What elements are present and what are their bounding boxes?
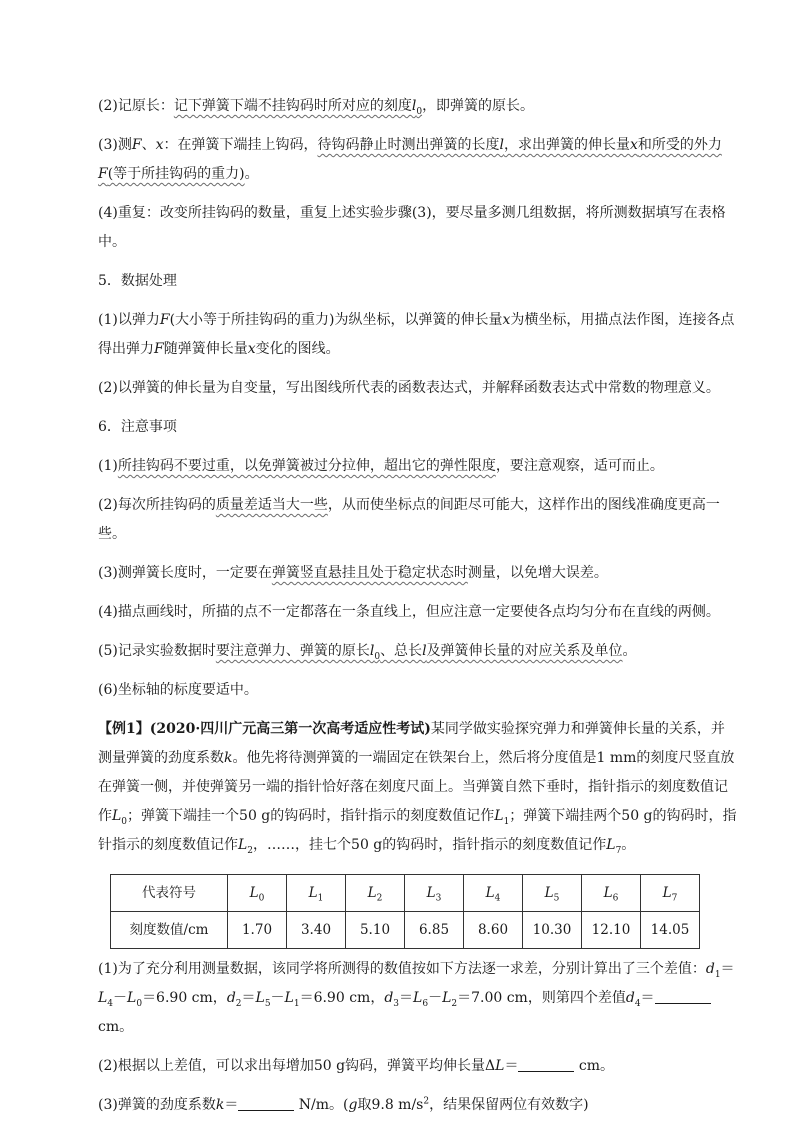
note-2-a: (2)每次所挂钩码的	[98, 497, 216, 513]
table-cell-symbol	[523, 875, 582, 912]
note-5-w1: 要注意弹力、弹簧的原长	[215, 643, 370, 659]
example-t2: 。他先将待测弹簧的一端固定在铁架台上，然后将分度值是1 mm的刻度尺竖直放在弹簧一侧，并使弹簧另一端的指针恰好落在刻度尺面上。当弹簧自然下垂时，指针指示的刻度数值记作	[98, 750, 735, 824]
q3-note: ，结果保留两位有效数字)	[429, 1097, 589, 1113]
table-cell-value: 6.85	[405, 912, 464, 949]
sub-7: 7	[615, 845, 622, 856]
data-processing-2: (2)以弹簧的伸长量为自变量，写出图线所代表的函数表达式，并解释函数表达式中常数的物理意义。	[98, 380, 720, 396]
var-d: d	[226, 990, 236, 1006]
step-2-suffix: ，即弹簧的原长。	[422, 98, 535, 114]
dp1-b: (大小等于所挂钩码的重力)为纵坐标，以弹簧的伸长量	[169, 312, 503, 328]
dp1-c: 为横坐标，用描点法作图，连接各点得出弹力	[98, 312, 735, 357]
note-4: (4)描点画线时，所描的点不一定都落在一条直线上，但应注意一定要使各点均匀分布在直线的两侧。	[98, 604, 720, 620]
table-cell-value: 8.60	[464, 912, 523, 949]
step-2-emphasis	[173, 98, 423, 117]
var-L: L	[603, 885, 613, 901]
section-data-processing-title: 5．数据处理	[98, 273, 177, 289]
step-3-w1: 待钩码静止时测出弹簧的长度	[317, 137, 500, 153]
var-L: L	[495, 1058, 505, 1074]
var-d: d	[625, 990, 635, 1006]
table-cell-symbol	[287, 875, 346, 912]
sub-1: 1	[503, 816, 510, 827]
var-L: L	[485, 885, 495, 901]
note-2	[98, 491, 738, 549]
step-3	[98, 131, 738, 189]
q2-unit: cm。	[578, 1058, 615, 1074]
table-cell-symbol	[405, 875, 464, 912]
step-3-w4: (等于所挂钩码的重力)	[107, 166, 245, 182]
var-x: x	[155, 137, 164, 153]
note-5-w3: 及弹簧伸长量的对应关系及单位	[426, 643, 623, 659]
example-t3: ；弹簧下端挂一个50 g的钩码时，指针指示的刻度数值记作	[127, 808, 495, 824]
answer-blank-delta-l[interactable]	[518, 1057, 574, 1072]
var-F: F	[98, 166, 108, 182]
step-3-sep: 、	[141, 137, 156, 153]
note-1-num: (1)	[98, 458, 118, 474]
eq-sign: ＝	[640, 990, 655, 1006]
note-5-end: 。	[622, 643, 637, 659]
step-2-prefix: (2)记原长：	[98, 98, 174, 114]
note-6: (6)坐标轴的标度要适中。	[98, 682, 258, 698]
q3-text: (3)弹簧的劲度系数	[98, 1097, 216, 1113]
section-notes-title: 6．注意事项	[98, 419, 177, 435]
q1-v1: ＝6.90 cm，	[142, 990, 227, 1006]
sub: 2	[376, 893, 383, 904]
var-L: L	[544, 885, 554, 901]
question-3	[98, 1091, 738, 1120]
minus-sign: －	[270, 990, 285, 1006]
var-x: x	[629, 137, 638, 153]
table-header-symbol: 代表符号	[111, 875, 228, 912]
var-L: L	[442, 990, 452, 1006]
var-L: L	[413, 990, 423, 1006]
minus-sign: －	[113, 990, 128, 1006]
q1-text: (1)为了充分利用测量数据，该同学将所测得的数值按如下方法逐一求差，分别计算出了三个差值：	[98, 961, 706, 977]
answer-blank-d4[interactable]	[655, 989, 711, 1004]
var-k: k	[224, 750, 233, 766]
answer-blank-k[interactable]	[238, 1096, 294, 1111]
document-page	[98, 92, 738, 1130]
var-L: L	[662, 885, 672, 901]
sub: 4	[107, 998, 114, 1009]
table-cell-symbol	[346, 875, 405, 912]
note-3	[98, 559, 738, 588]
table-cell-value: 14.05	[641, 912, 700, 949]
table-cell-value: 12.10	[582, 912, 641, 949]
var-k: k	[215, 1097, 225, 1113]
note-5-a: (5)记录实验数据时	[98, 643, 216, 659]
minus-sign: －	[428, 990, 443, 1006]
note-2-rest: ，从而使坐标点的间距尽可能大，这样作出的图线准确度更高一些。	[98, 497, 720, 542]
table-row-values	[111, 912, 700, 949]
var-l: l	[369, 643, 375, 659]
dp1-e: 变化的图线。	[255, 341, 340, 357]
example-t1: 某同学做实验探究弹力和弹簧伸长量的关系，并测量弹簧的劲度系数	[98, 721, 725, 766]
table-cell-symbol	[582, 875, 641, 912]
var-l: l	[411, 98, 417, 114]
sub-0: 0	[374, 651, 381, 662]
var-L: L	[238, 837, 248, 853]
var-l: l	[422, 643, 427, 659]
var-L: L	[308, 885, 318, 901]
note-5-w2: 、总长	[380, 643, 423, 659]
var-L: L	[494, 808, 504, 824]
table-row-symbols	[111, 875, 700, 912]
sub: 5	[264, 998, 271, 1009]
q1-unit: cm。	[98, 1019, 134, 1035]
question-1	[98, 955, 738, 1042]
note-1-emphasis: 所挂钩码不要过重，以免弹簧被过分拉伸，超出它的弹性限度	[117, 458, 496, 474]
example-source: (2020·四川广元高三第一次高考适应性考试)	[149, 721, 431, 737]
var-g: g	[348, 1097, 358, 1113]
sub: 0	[258, 893, 265, 904]
var-d: d	[384, 990, 394, 1006]
question-2	[98, 1052, 738, 1081]
sup-2: 2	[423, 1096, 430, 1107]
note-3-rest: 测量，以免增大误差。	[467, 565, 608, 581]
eq-sign: ＝	[504, 1058, 519, 1074]
table-header-value: 刻度数值/cm	[111, 912, 228, 949]
step-2	[98, 92, 738, 121]
table-cell-value: 3.40	[287, 912, 346, 949]
table-cell-symbol	[228, 875, 287, 912]
sub: 1	[293, 998, 300, 1009]
sub: 6	[612, 893, 619, 904]
note-5	[98, 637, 738, 666]
var-L: L	[426, 885, 436, 901]
dp1-a: (1)以弹力	[98, 312, 160, 328]
eq-sign: ＝	[399, 990, 414, 1006]
data-table	[110, 874, 700, 949]
note-3-emphasis: 弹簧竖直悬挂且处于稳定状态时	[271, 565, 468, 581]
q3-unit: N/m。(	[298, 1097, 349, 1113]
sub: 1	[317, 893, 324, 904]
example-t4: ；弹簧下端挂两个50 g的钩码时，指针指示的刻度数值记作	[98, 808, 737, 853]
example-t6: 。	[621, 837, 636, 853]
sub: 5	[553, 893, 560, 904]
table-cell-symbol	[641, 875, 700, 912]
note-2-emphasis: 质量差适当大一些	[215, 497, 328, 513]
sub: 1	[714, 969, 721, 980]
sub-0: 0	[416, 106, 423, 117]
note-1-rest: ，要注意观察，适可而止。	[495, 458, 664, 474]
q1-v3: ＝7.00 cm，则第四个差值	[457, 990, 626, 1006]
q2-text: (2)根据以上差值，可以求出每增加50 g钩码，弹簧平均伸长量Δ	[98, 1058, 496, 1074]
var-d: d	[705, 961, 715, 977]
var-L: L	[249, 885, 259, 901]
table-cell-value: 5.10	[346, 912, 405, 949]
var-L: L	[112, 808, 122, 824]
q1-v2: ＝6.90 cm，	[299, 990, 385, 1006]
sub: 2	[235, 998, 242, 1009]
eq-sign: ＝	[241, 990, 256, 1006]
var-L: L	[367, 885, 377, 901]
sub: 4	[494, 893, 501, 904]
example-1	[98, 715, 738, 860]
note-1	[98, 452, 738, 481]
var-L: L	[606, 837, 616, 853]
eq-sign: ＝	[224, 1097, 239, 1113]
step-3-mid: ：在弹簧下端挂上钩码，	[163, 137, 318, 153]
step-3-w3: 和所受的外力	[637, 137, 722, 153]
table-cell-value: 10.30	[523, 912, 582, 949]
sub-2: 2	[247, 845, 254, 856]
step-4: (4)重复：改变所挂钩码的数量，重复上述实验步骤(3)，要尽量多测几组数据，将所测数据填写在表格中。	[98, 205, 726, 250]
var-L: L	[255, 990, 265, 1006]
sub: 6	[422, 998, 429, 1009]
step-2-emphasis-text: 记下弹簧下端不挂钩码时所对应的刻度	[173, 98, 412, 114]
example-t5: ，……，挂七个50 g的钩码时，指针指示的刻度数值记作	[253, 837, 607, 853]
sub: 7	[671, 893, 678, 904]
sub-0: 0	[121, 816, 128, 827]
var-L: L	[127, 990, 137, 1006]
step-3-w2: ，求出弹簧的伸长量	[503, 137, 630, 153]
eq-sign: ＝	[720, 961, 735, 977]
sub: 4	[634, 998, 641, 1009]
note-5-emphasis	[215, 643, 623, 662]
var-L: L	[284, 990, 294, 1006]
var-x: x	[247, 341, 256, 357]
sub: 3	[435, 893, 442, 904]
table-cell-symbol	[464, 875, 523, 912]
sub: 3	[393, 998, 400, 1009]
var-F: F	[154, 341, 164, 357]
table-cell-value: 1.70	[228, 912, 287, 949]
var-x: x	[502, 312, 511, 328]
step-3-prefix: (3)测	[98, 137, 132, 153]
q3-g-value: 取9.8 m/s	[357, 1097, 424, 1113]
data-processing-1	[98, 306, 738, 364]
var-L: L	[98, 990, 108, 1006]
example-tag: 【例1】	[98, 721, 150, 737]
var-F: F	[159, 312, 170, 328]
var-l: l	[499, 137, 504, 153]
dp1-d: 随弹簧伸长量	[163, 341, 248, 357]
note-3-a: (3)测弹簧长度时，一定要在	[98, 565, 272, 581]
step-3-end: 。	[244, 166, 259, 182]
sub: 0	[136, 998, 143, 1009]
var-F: F	[131, 137, 142, 153]
sub: 2	[451, 998, 458, 1009]
